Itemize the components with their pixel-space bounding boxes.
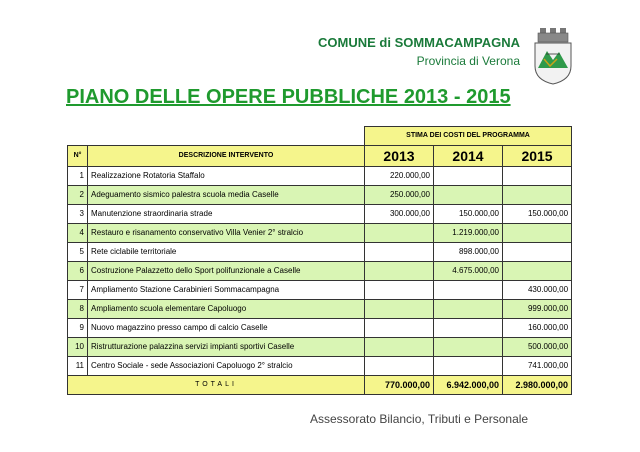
row-2015-amount-cell: 741.000,00 bbox=[503, 357, 572, 376]
row-2015-amount-cell bbox=[503, 224, 572, 243]
row-description-cell: Restauro e risanamento conservativo Villa Venier 2° stralcio bbox=[88, 224, 365, 243]
comune-name: COMUNE di SOMMACAMPAGNA bbox=[318, 35, 520, 50]
row-number-cell: 2 bbox=[68, 186, 88, 205]
year-2014-header: 2014 bbox=[434, 146, 503, 167]
year-2013-header: 2013 bbox=[365, 146, 434, 167]
total-2015-cell: 2.980.000,00 bbox=[503, 376, 572, 395]
row-2015-amount-cell bbox=[503, 262, 572, 281]
row-number-cell: 8 bbox=[68, 300, 88, 319]
row-2014-amount-cell bbox=[434, 281, 503, 300]
row-2013-amount-cell bbox=[365, 338, 434, 357]
table-row bbox=[68, 319, 572, 338]
row-2013-amount-cell bbox=[365, 300, 434, 319]
row-number-cell: 4 bbox=[68, 224, 88, 243]
row-2013-amount-cell bbox=[365, 357, 434, 376]
group-header-row bbox=[68, 127, 572, 146]
table-row bbox=[68, 338, 572, 357]
provincia-name: Provincia di Verona bbox=[416, 54, 520, 68]
total-2014-cell: 6.942.000,00 bbox=[434, 376, 503, 395]
row-2014-amount-cell: 898.000,00 bbox=[434, 243, 503, 262]
row-description-cell: Centro Sociale - sede Associazioni Capoluogo 2° stralcio bbox=[88, 357, 365, 376]
totals-label: TOTALI bbox=[68, 376, 365, 395]
blank-cell bbox=[88, 127, 365, 146]
cost-estimate-header: STIMA DEI COSTI DEL PROGRAMMA bbox=[365, 127, 572, 146]
row-2014-amount-cell bbox=[434, 357, 503, 376]
table-row bbox=[68, 224, 572, 243]
footer-department: Assessorato Bilancio, Tributi e Personale bbox=[310, 412, 529, 426]
table-row bbox=[68, 167, 572, 186]
row-2014-amount-cell: 1.219.000,00 bbox=[434, 224, 503, 243]
row-number-cell: 10 bbox=[68, 338, 88, 357]
row-2015-amount-cell bbox=[503, 186, 572, 205]
row-2015-amount-cell bbox=[503, 243, 572, 262]
row-2013-amount-cell: 220.000,00 bbox=[365, 167, 434, 186]
row-number-cell: 6 bbox=[68, 262, 88, 281]
table-row bbox=[68, 243, 572, 262]
total-2013-cell: 770.000,00 bbox=[365, 376, 434, 395]
row-description-cell: Realizzazione Rotatoria Staffalo bbox=[88, 167, 365, 186]
row-number-cell: 11 bbox=[68, 357, 88, 376]
public-works-table bbox=[67, 126, 572, 395]
row-number-cell: 3 bbox=[68, 205, 88, 224]
blank-cell bbox=[68, 127, 88, 146]
row-description-cell: Costruzione Palazzetto dello Sport polifunzionale a Caselle bbox=[88, 262, 365, 281]
row-2014-amount-cell: 4.675.000,00 bbox=[434, 262, 503, 281]
row-description-cell: Ampliamento Stazione Carabinieri Sommacampagna bbox=[88, 281, 365, 300]
row-description-cell: Ampliamento scuola elementare Capoluogo bbox=[88, 300, 365, 319]
row-description-cell: Adeguamento sismico palestra scuola media Caselle bbox=[88, 186, 365, 205]
row-2015-amount-cell: 150.000,00 bbox=[503, 205, 572, 224]
row-2015-amount-cell bbox=[503, 167, 572, 186]
row-2014-amount-cell bbox=[434, 319, 503, 338]
table-row bbox=[68, 300, 572, 319]
row-description-cell: Nuovo magazzino presso campo di calcio Caselle bbox=[88, 319, 365, 338]
col-number-header: N° bbox=[68, 146, 88, 167]
row-description-cell: Rete ciclabile territoriale bbox=[88, 243, 365, 262]
row-description-cell: Ristrutturazione palazzina servizi impianti sportivi Caselle bbox=[88, 338, 365, 357]
row-2015-amount-cell: 160.000,00 bbox=[503, 319, 572, 338]
table-row bbox=[68, 205, 572, 224]
row-2014-amount-cell bbox=[434, 167, 503, 186]
row-2014-amount-cell bbox=[434, 186, 503, 205]
row-2015-amount-cell: 500.000,00 bbox=[503, 338, 572, 357]
row-2013-amount-cell bbox=[365, 319, 434, 338]
table-row bbox=[68, 262, 572, 281]
row-number-cell: 7 bbox=[68, 281, 88, 300]
row-2013-amount-cell bbox=[365, 262, 434, 281]
row-2013-amount-cell bbox=[365, 243, 434, 262]
row-description-cell: Manutenzione straordinaria strade bbox=[88, 205, 365, 224]
row-2013-amount-cell bbox=[365, 224, 434, 243]
row-2014-amount-cell bbox=[434, 300, 503, 319]
row-number-cell: 9 bbox=[68, 319, 88, 338]
table-row bbox=[68, 357, 572, 376]
row-2015-amount-cell: 999.000,00 bbox=[503, 300, 572, 319]
row-number-cell: 5 bbox=[68, 243, 88, 262]
coat-of-arms-icon bbox=[530, 26, 576, 86]
row-2013-amount-cell bbox=[365, 281, 434, 300]
totals-row bbox=[68, 376, 572, 395]
table-row bbox=[68, 281, 572, 300]
row-2013-amount-cell: 300.000,00 bbox=[365, 205, 434, 224]
municipality-header bbox=[0, 35, 520, 69]
row-2014-amount-cell: 150.000,00 bbox=[434, 205, 503, 224]
row-number-cell: 1 bbox=[68, 167, 88, 186]
row-2014-amount-cell bbox=[434, 338, 503, 357]
table-row bbox=[68, 186, 572, 205]
row-2015-amount-cell: 430.000,00 bbox=[503, 281, 572, 300]
col-description-header: DESCRIZIONE INTERVENTO bbox=[88, 146, 365, 167]
year-2015-header: 2015 bbox=[503, 146, 572, 167]
row-2013-amount-cell: 250.000,00 bbox=[365, 186, 434, 205]
page-title: PIANO DELLE OPERE PUBBLICHE 2013 - 2015 bbox=[66, 86, 511, 108]
